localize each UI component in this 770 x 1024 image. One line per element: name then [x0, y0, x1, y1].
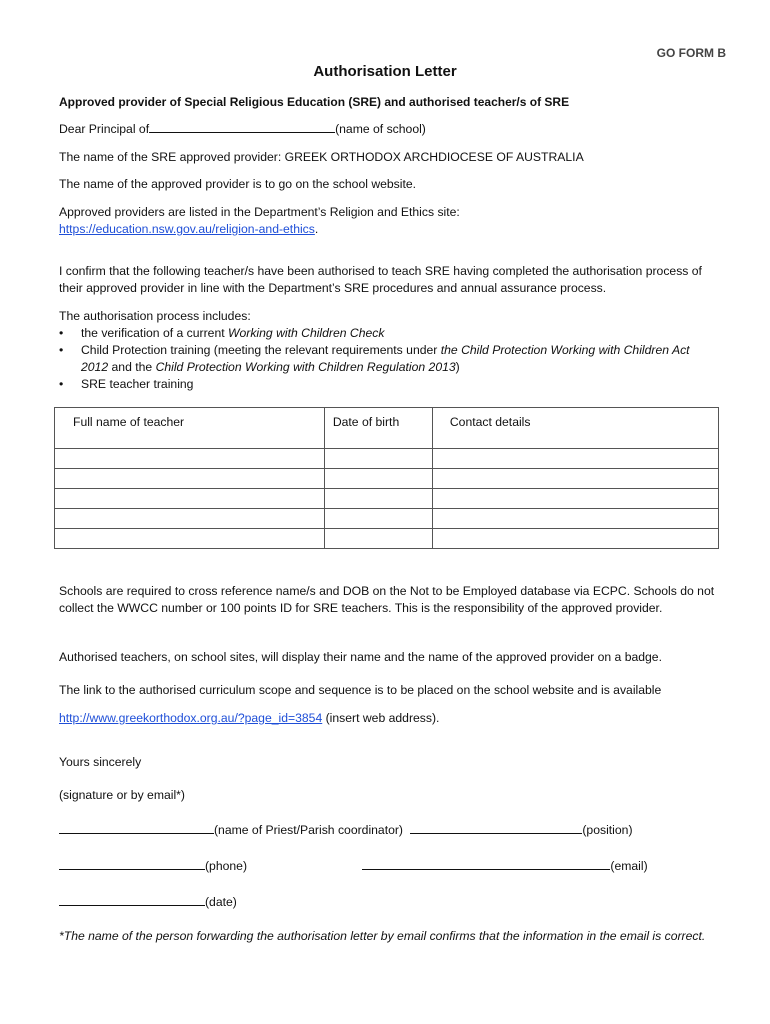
signature-note: (signature or by email*) — [59, 788, 185, 802]
position-label: (position) — [582, 823, 633, 837]
priest-name-field[interactable] — [59, 822, 214, 834]
page-title: Authorisation Letter — [313, 63, 457, 80]
listed-link-suffix: . — [314, 222, 319, 236]
table-row — [55, 469, 719, 489]
form-id: GO FORM B — [656, 46, 726, 60]
bullet-text: SRE teacher training — [81, 377, 194, 391]
bullet-icon: • — [59, 326, 64, 340]
bullet-text: Child Protection training (meeting the relevant requirements under — [81, 343, 441, 357]
bullet-icon: • — [59, 377, 64, 391]
priest-label: (name of Priest/Parish coordinator) — [214, 823, 403, 837]
badge-paragraph: Authorised teachers, on school sites, will display their name and the name of the approved provider on a badge. — [59, 650, 662, 664]
religion-ethics-link[interactable]: https://education.nsw.gov.au/religion-and-ethics — [59, 222, 315, 236]
subtitle: Approved provider of Special Religious Education (SRE) and authorised teacher/s of SRE — [59, 95, 570, 109]
table-row — [55, 449, 719, 469]
bullet-italic: Child Protection Working with Children Regulation 2013 — [155, 360, 456, 374]
phone-field[interactable] — [59, 858, 205, 870]
date-line — [59, 894, 719, 911]
header-date-of-birth: Date of birth — [324, 408, 432, 449]
table-row — [55, 529, 719, 549]
bullet-text: ) — [455, 360, 460, 374]
cross-reference-paragraph: Schools are required to cross reference name/s and DOB on the Not to be Employed database via ECPC. Schools do not collect the WWCC number or 100 points ID for SRE teachers. This is the responsibility of the approved provider. — [59, 584, 715, 615]
teacher-contact-cell[interactable] — [432, 529, 718, 549]
header-contact-details: Contact details — [432, 408, 718, 449]
bullet-italic: the Child Protection Working with Children Act 2012 — [81, 343, 690, 374]
bullet-text: the verification of a current — [81, 326, 228, 340]
curriculum-link-suffix: (insert web address). — [322, 711, 440, 725]
phone-label: (phone) — [205, 859, 248, 873]
curriculum-link[interactable]: http://www.greekorthodox.org.au/?page_id=3854 — [59, 711, 323, 725]
list-item — [59, 325, 719, 342]
closing: Yours sincerely — [59, 755, 142, 769]
curriculum-link-line — [59, 710, 719, 727]
process-heading: The authorisation process includes: — [59, 309, 251, 323]
website-line: The name of the approved provider is to go on the school website. — [59, 177, 417, 191]
teacher-name-cell[interactable] — [55, 449, 325, 469]
teacher-dob-cell[interactable] — [324, 529, 432, 549]
curriculum-paragraph: The link to the authorised curriculum scope and sequence is to be placed on the school website and is available — [59, 683, 662, 697]
confirm-paragraph: I confirm that the following teacher/s have been authorised to teach SRE having completed the authorisation process of their approved provider in line with the Department’s SRE procedures and annual assurance process. — [59, 264, 702, 295]
list-item — [59, 342, 719, 376]
teachers-table — [54, 407, 719, 549]
school-name-field[interactable] — [149, 121, 335, 133]
bullet-text: and the — [108, 360, 156, 374]
listed-paragraph — [59, 204, 719, 238]
teacher-dob-cell[interactable] — [324, 489, 432, 509]
teacher-contact-cell[interactable] — [432, 509, 718, 529]
teacher-name-cell[interactable] — [55, 529, 325, 549]
teacher-contact-cell[interactable] — [432, 449, 718, 469]
provider-line: The name of the SRE approved provider: GREEK ORTHODOX ARCHDIOCESE OF AUSTRALIA — [59, 150, 584, 164]
teacher-dob-cell[interactable] — [324, 509, 432, 529]
email-label: (email) — [610, 859, 648, 873]
process-list — [59, 325, 719, 393]
table-row — [55, 489, 719, 509]
salutation-suffix: (name of school) — [335, 122, 426, 136]
email-field[interactable] — [362, 858, 610, 870]
date-field[interactable] — [59, 894, 205, 906]
priest-position-line — [59, 822, 719, 839]
header-full-name: Full name of teacher — [55, 408, 325, 449]
teacher-name-cell[interactable] — [55, 509, 325, 529]
bullet-icon: • — [59, 343, 64, 357]
teacher-name-cell[interactable] — [55, 469, 325, 489]
bullet-italic: Working with Children Check — [228, 326, 385, 340]
position-field[interactable] — [410, 822, 582, 834]
teacher-contact-cell[interactable] — [432, 469, 718, 489]
phone-email-line — [59, 858, 719, 875]
salutation-line — [59, 121, 719, 138]
date-label: (date) — [205, 895, 237, 909]
teacher-contact-cell[interactable] — [432, 489, 718, 509]
teacher-dob-cell[interactable] — [324, 469, 432, 489]
footnote: *The name of the person forwarding the authorisation letter by email confirms that the information in the email is correct. — [59, 929, 706, 943]
list-item — [59, 376, 719, 393]
salutation-prefix: Dear Principal of — [59, 122, 150, 136]
table-header-row — [55, 408, 719, 449]
teacher-name-cell[interactable] — [55, 489, 325, 509]
teacher-dob-cell[interactable] — [324, 449, 432, 469]
listed-text: Approved providers are listed in the Department’s Religion and Ethics site: — [59, 205, 460, 219]
table-row — [55, 509, 719, 529]
